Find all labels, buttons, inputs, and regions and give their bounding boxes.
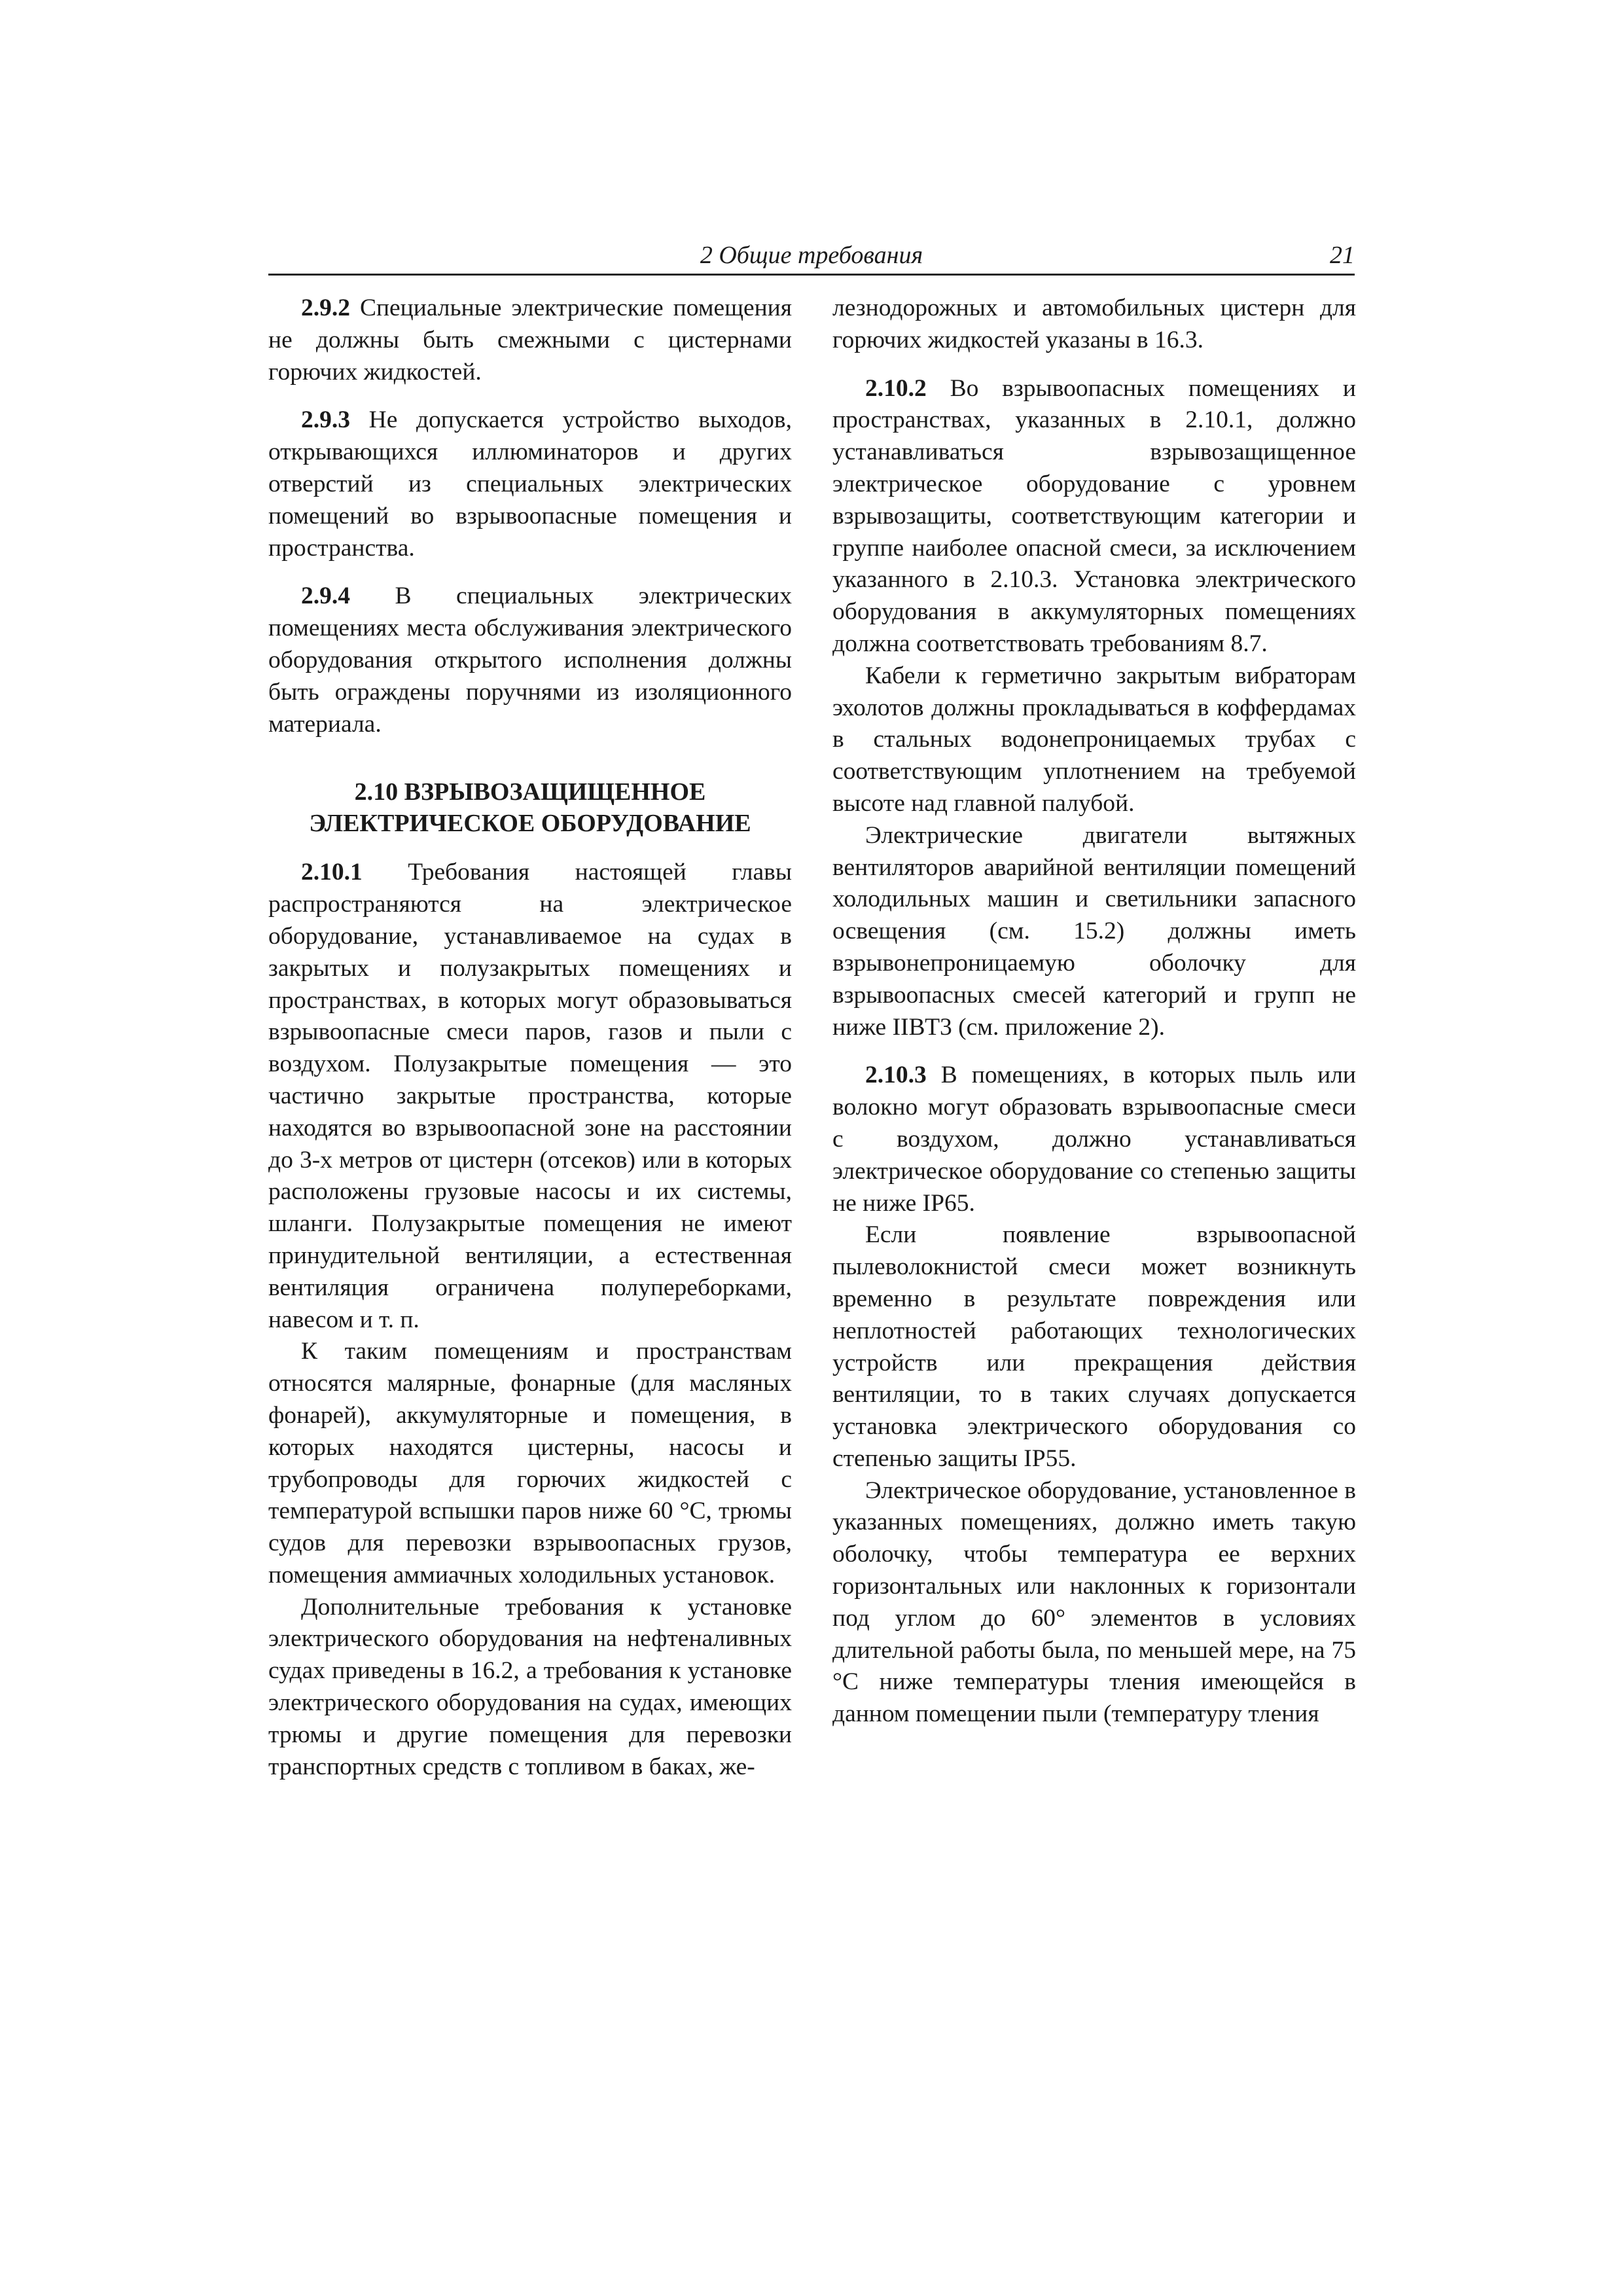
paragraph-continuation: лезнодорожных и автомобильных цистерн для горючих жидкостей указаны в 16.3. bbox=[832, 295, 1356, 353]
section-heading-line1: 2.10 ВЗРЫВОЗАЩИЩЕННОЕ bbox=[354, 778, 706, 806]
paragraph-2-9-3 bbox=[268, 404, 792, 564]
clause-number: 2.10.1 bbox=[301, 859, 363, 886]
paragraph-esli: Если появление взрывоопасной пылеволокнистой смеси может возникнуть временно в результате повреждения или неплотностей работающих технологических устройств или прекращения действия вентиляции, то в таких случаях допускается установка электрического оборудования со степенью защиты IP55. bbox=[832, 1221, 1356, 1472]
paragraph-2-9-2 bbox=[268, 293, 792, 388]
paragraph-dvigateli: Электрические двигатели вытяжных вентиляторов аварийной вентиляции помещений холодильных машин и светильники запасного освещения (см. 15.2) должны иметь взрывонепроницаемую оболочку для взрывоопасных смесей категорий и групп не ниже IIВТ3 (см. приложение 2). bbox=[832, 821, 1356, 1041]
paragraph-2-10-2 bbox=[832, 373, 1356, 660]
page-number: 21 bbox=[1330, 242, 1355, 269]
paragraph-dopolnitelnye: Дополнительные требования к установке электрического оборудования на нефтеналивных судах приведены в 16.2, а требования к установке электрического оборудования на судах, имеющих трюмы и другие помещения для перевозки транспортных средств с топливом в баках, же- bbox=[268, 1593, 792, 1780]
clause-text: Не допускается устройство выходов, открывающихся иллюминаторов и других отверстий из специальных электрических помещений во взрывоопасные помещения и пространства. bbox=[268, 406, 792, 562]
paragraph-elektricheskoe-oborudovanie: Электрическое оборудование, установленное в указанных помещениях, должно иметь такую оболочку, чтобы температура ее верхних горизонтальных или наклонных к горизонтали под углом до 60° элементов в условиях длительной работы была, по меньшей мере, на 75 °С ниже температуры тления имеющейся в данном помещении пыли (температуру тления bbox=[832, 1477, 1356, 1728]
clause-number: 2.9.2 bbox=[301, 295, 350, 321]
clause-text: В помещениях, в которых пыль или волокно могут образовать взрывоопасные смеси с воздухом, должно устанавливаться электрическое оборудование со степенью защиты не ниже IP65. bbox=[832, 1062, 1356, 1217]
clause-text: Требования настоящей главы распространяются на электрическое оборудование, устанавливаемое на судах в закрытых и полузакрытых помещениях и пространствах, в которых могут образовываться взрывоопасные смеси паров, газов и пыли с воздухом. Полузакрытые помещения — это частично закрытые пространства, которые находятся во взрывоопасной зоне на расстоянии до 3-х метров от цистерн (отсеков) или в которых расположены грузовые насосы и их системы, шланги. Полузакрытые помещения не имеют принудительной вентиляции, а естественная вентиляция ограничена полупереборками, навесом и т. п. bbox=[268, 859, 792, 1333]
section-heading bbox=[268, 776, 792, 839]
paragraph-2-10-1 bbox=[268, 857, 792, 1336]
paragraph-2-9-4 bbox=[268, 581, 792, 740]
left-column bbox=[268, 293, 792, 1783]
clause-number: 2.10.2 bbox=[865, 374, 927, 402]
clause-number: 2.9.4 bbox=[301, 583, 350, 610]
running-title: 2 Общие требования bbox=[700, 242, 923, 269]
clause-text: В специальных электрических помещениях места обслуживания электрического оборудования открытого исполнения должны быть ограждены поручнями из изоляционного материала. bbox=[268, 583, 792, 738]
paragraph-k-takim: К таким помещениям и пространствам относятся малярные, фонарные (для масляных фонарей), аккумуляторные и помещения, в которых находятся цистерны, насосы и трубопроводы для горючих жидкостей с температурой вспышки паров ниже 60 °С, трюмы судов для перевозки взрывоопасных грузов, помещения аммиачных холодильных установок. bbox=[268, 1338, 792, 1588]
running-header bbox=[268, 237, 1355, 276]
clause-text: Во взрывоопасных помещениях и пространствах, указанных в 2.10.1, должно устанавливаться взрывозащищенное электрическое оборудование с уровнем взрывозащиты, соответствующим категории и группе наиболее опасной смеси, за исключением указанного в 2.10.3. Установка электрического оборудования в аккумуляторных помещениях должна соответствовать требованиям 8.7. bbox=[832, 374, 1356, 657]
clause-text: Специальные электрические помещения не должны быть смежными с цистернами горючих жидкостей. bbox=[268, 295, 792, 386]
clause-number: 2.9.3 bbox=[301, 406, 350, 434]
paragraph-2-10-3 bbox=[832, 1060, 1356, 1219]
paragraph-kabeli: Кабели к герметично закрытым вибраторам эхолотов должны прокладываться в коффердамах в стальных водонепроницаемых трубах с соответствующим уплотнением на требуемой высоте над главной палубой. bbox=[832, 662, 1356, 817]
clause-number: 2.10.3 bbox=[865, 1062, 927, 1089]
right-column bbox=[832, 293, 1356, 1731]
section-heading-line2: ЭЛЕКТРИЧЕСКОЕ ОБОРУДОВАНИЕ bbox=[309, 810, 751, 838]
